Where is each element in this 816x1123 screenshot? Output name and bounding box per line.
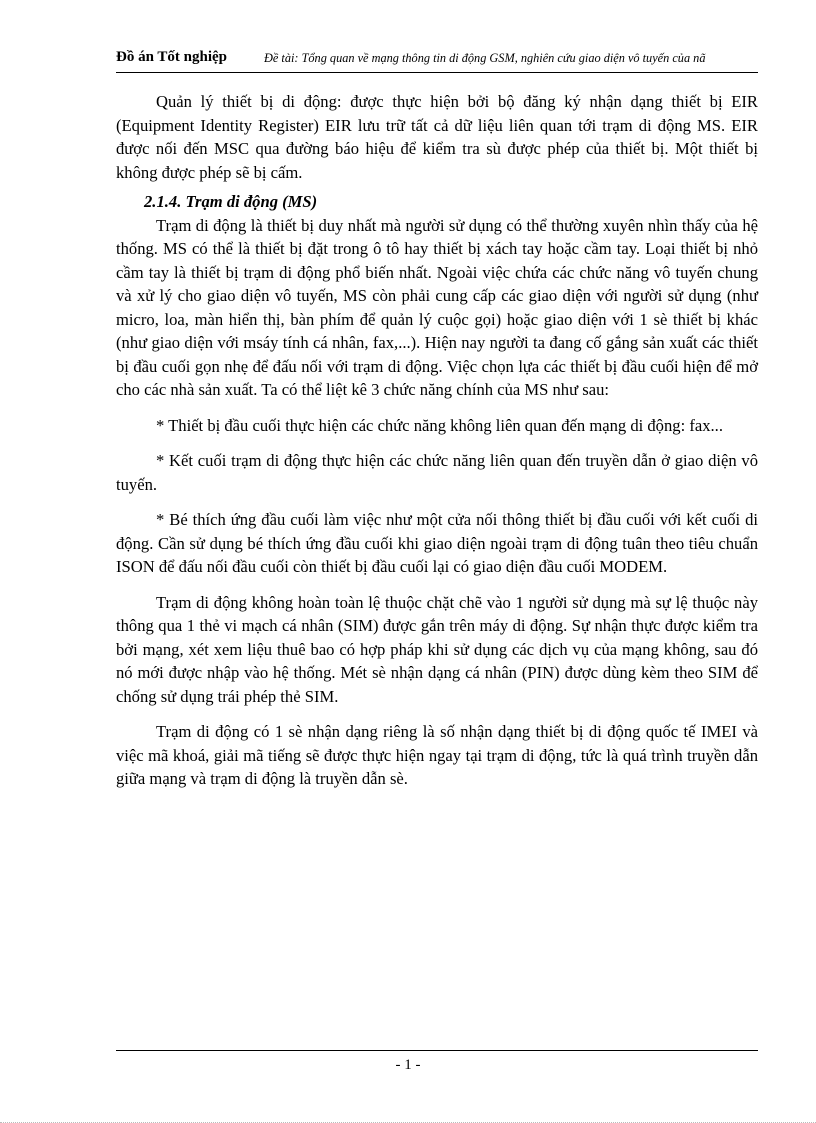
header-subject: Đề tài: Tổng quan về mạng thông tin di động GSM, nghiên cứu giao diện vô tuyến của nã xyxy=(264,51,706,65)
header-title: Đồ án Tốt nghiệp xyxy=(116,49,228,65)
footer-divider xyxy=(116,1050,758,1051)
paragraph-imei: Trạm di động có 1 sè nhận dạng riêng là số nhận dạng thiết bị di động quốc tế IMEI và việc mã khoá, giải mã tiếng sẽ được thực hiện ngay tại trạm di động, tức là quá trình truyền dẫn giữa mạng và trạm di động là truyền dẫn sè. xyxy=(116,722,758,788)
paragraph-bullet-adapter: * Bé thích ứng đầu cuối làm việc như một cửa nối thông thiết bị đầu cuối với kết cuối di động. Cần sử dụng bé thích ứng đầu cuối khi giao diện ngoài trạm di động tuân theo tiêu chuẩn ISON để đấu nối đầu cuối còn thiết bị đầu cuối lại có giao diện đầu cuối MODEM. xyxy=(116,510,758,576)
page-header xyxy=(116,48,758,73)
document-body xyxy=(116,90,758,791)
paragraph-ms-intro: Trạm di động là thiết bị duy nhất mà người sử dụng có thể thường xuyên nhìn thấy của hệ thống. MS có thể là thiết bị đặt trong ô tô hay thiết bị xách tay hoặc cầm tay. Loại thiết bị nhỏ cầm tay là thiết bị trạm di động phổ biến nhất. Ngoài việc chứa các chức năng vô tuyến chung và xử lý cho giao diện vô tuyến, MS còn phải cung cấp các giao diện với người sử dụng (như micro, loa, màn hiển thị, bàn phím để quản lý cuộc gọi) hoặc giao diện với 1 sè thiết bị khác (như giao diện với msáy tính cá nhân, fax,...). Hiện nay người ta đang cố gắng sản xuất các thiết bị đầu cuối gọn nhẹ để đấu nối với trạm di động. Việc chọn lựa các thiết bị đầu cuối hiện để mở cho các nhà sản xuất. Ta có thể liệt kê 3 chức năng chính của MS như sau: xyxy=(116,215,758,399)
page-number: - 1 - xyxy=(395,1057,421,1073)
paragraph-bullet-terminal: * Thiết bị đầu cuối thực hiện các chức năng không liên quan đến mạng di động: fax... xyxy=(156,415,723,435)
paragraph-sim: Trạm di động không hoàn toàn lệ thuộc chặt chẽ vào 1 người sử dụng mà sự lệ thuộc này thông qua 1 thẻ vi mạch cá nhân (SIM) được gắn trên máy di động. Sự nhận thực được kiểm tra bởi mạng, xét xem liệu thuê bao có hợp pháp khi sử dụng các dịch vụ của mạng không, sau đó nó mới được nhập vào hệ thống. Mét sè nhận dạng cá nhân (PIN) được dùng kèm theo SIM để chống sử dụng trái phép thẻ SIM. xyxy=(116,592,758,706)
section-heading: 2.1.4. Trạm di động (MS) xyxy=(144,192,318,211)
paragraph-bullet-termination: * Kết cuối trạm di động thực hiện các chức năng liên quan đến truyền dẫn ở giao diện vô tuyến. xyxy=(116,451,758,494)
paragraph-eir: Quản lý thiết bị di động: được thực hiện bởi bộ đăng ký nhận dạng thiết bị EIR (Equipment Identity Register) EIR lưu trữ tất cả dữ liệu liên quan tới trạm di động MS. EIR được nối đến MSC qua đường báo hiệu để kiểm tra sù được phép của thiết bị. Một thiết bị không được phép sẽ bị cấm. xyxy=(116,92,758,182)
